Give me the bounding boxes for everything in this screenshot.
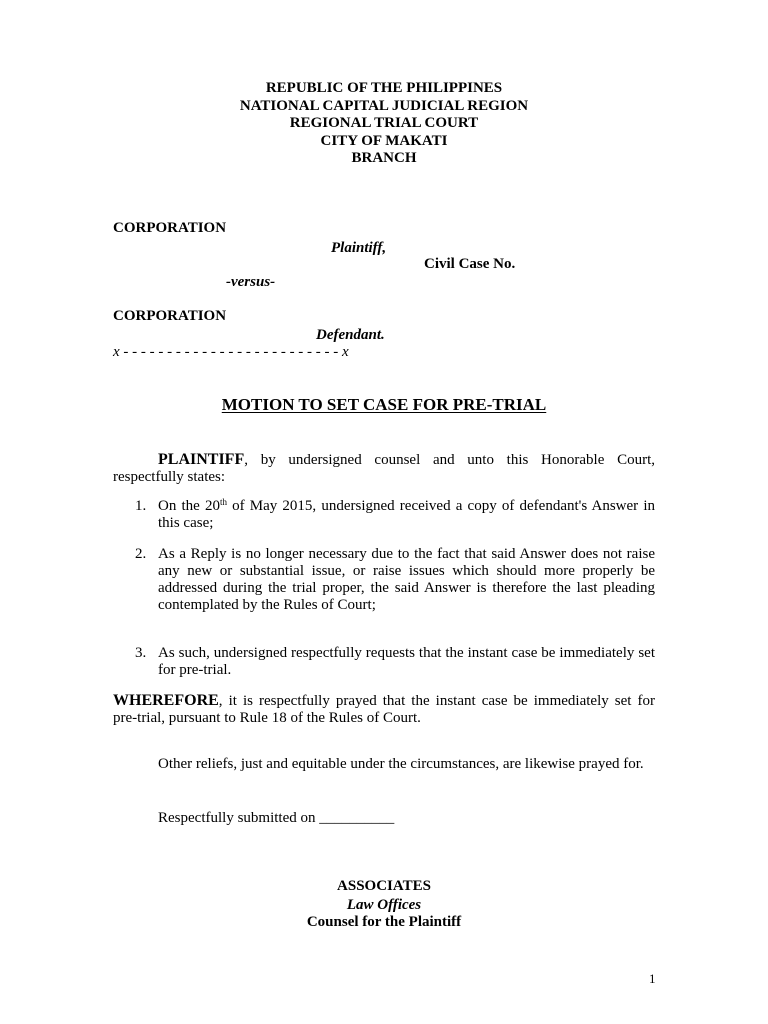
wherefore-paragraph <box>113 692 655 727</box>
court-header-region: NATIONAL CAPITAL JUDICIAL REGION <box>239 97 529 114</box>
signature-role: Counsel for the Plaintiff <box>306 914 462 930</box>
submitted-line: Respectfully submitted on __________ <box>158 810 395 826</box>
court-header-court: REGIONAL TRIAL COURT <box>289 115 479 131</box>
defendant-name: CORPORATION <box>113 308 227 324</box>
page-number: 1 <box>649 971 656 986</box>
wherefore-text: , it is respectfully prayed that the instant case be immediately set for pre-trial, pursuant to Rule 18 of the Rules of Court. <box>113 693 655 726</box>
intro-paragraph <box>113 451 655 486</box>
caption-separator: x - - - - - - - - - - - - - - - - - - - - - - - - - x <box>113 344 349 360</box>
other-reliefs-paragraph <box>113 756 655 773</box>
signature-firm: ASSOCIATES <box>337 878 431 894</box>
intro-text: , by undersigned counsel and unto this Honorable Court, respectfully states: <box>113 452 655 485</box>
wherefore-keyword: WHEREFORE <box>113 692 219 709</box>
ordinal-superscript: th <box>219 497 227 507</box>
case-number-label: Civil Case No. <box>424 256 516 272</box>
list-item-number: 1. <box>135 498 147 514</box>
court-header-republic: REPUBLIC OF THE PHILIPPINES <box>265 80 503 96</box>
court-header-branch: BRANCH <box>351 150 417 166</box>
other-reliefs-text: Other reliefs, just and equitable under the circumstances, are likewise prayed for. <box>158 756 644 772</box>
list-item-text: As such, undersigned respectfully requests that the instant case be immediately set for pre-trial. <box>158 645 655 678</box>
plaintiff-name: CORPORATION <box>113 220 227 236</box>
intro-party: PLAINTIFF <box>158 451 245 468</box>
list-item-text: As a Reply is no longer necessary due to the fact that said Answer does not raise any new or substantial issue, or raise issues which should more properly be addressed during the trial proper, the said Answer is therefore the last pleading contemplated by the Rules of Court; <box>158 546 655 613</box>
list-item-number: 3. <box>135 645 147 661</box>
plaintiff-role: Plaintiff, <box>331 240 387 256</box>
court-header-city: CITY OF MAKATI <box>320 132 448 149</box>
signature-firm-type: Law Offices <box>346 897 422 913</box>
defendant-role: Defendant. <box>316 327 385 343</box>
document-title: MOTION TO SET CASE FOR PRE-TRIAL <box>221 395 547 414</box>
list-item-text: On the 20th of May 2015, undersigned received a copy of defendant's Answer in this case; <box>158 497 655 531</box>
court-header <box>0 80 768 168</box>
versus-label: -versus- <box>226 274 276 290</box>
list-item-number: 2. <box>135 546 147 562</box>
